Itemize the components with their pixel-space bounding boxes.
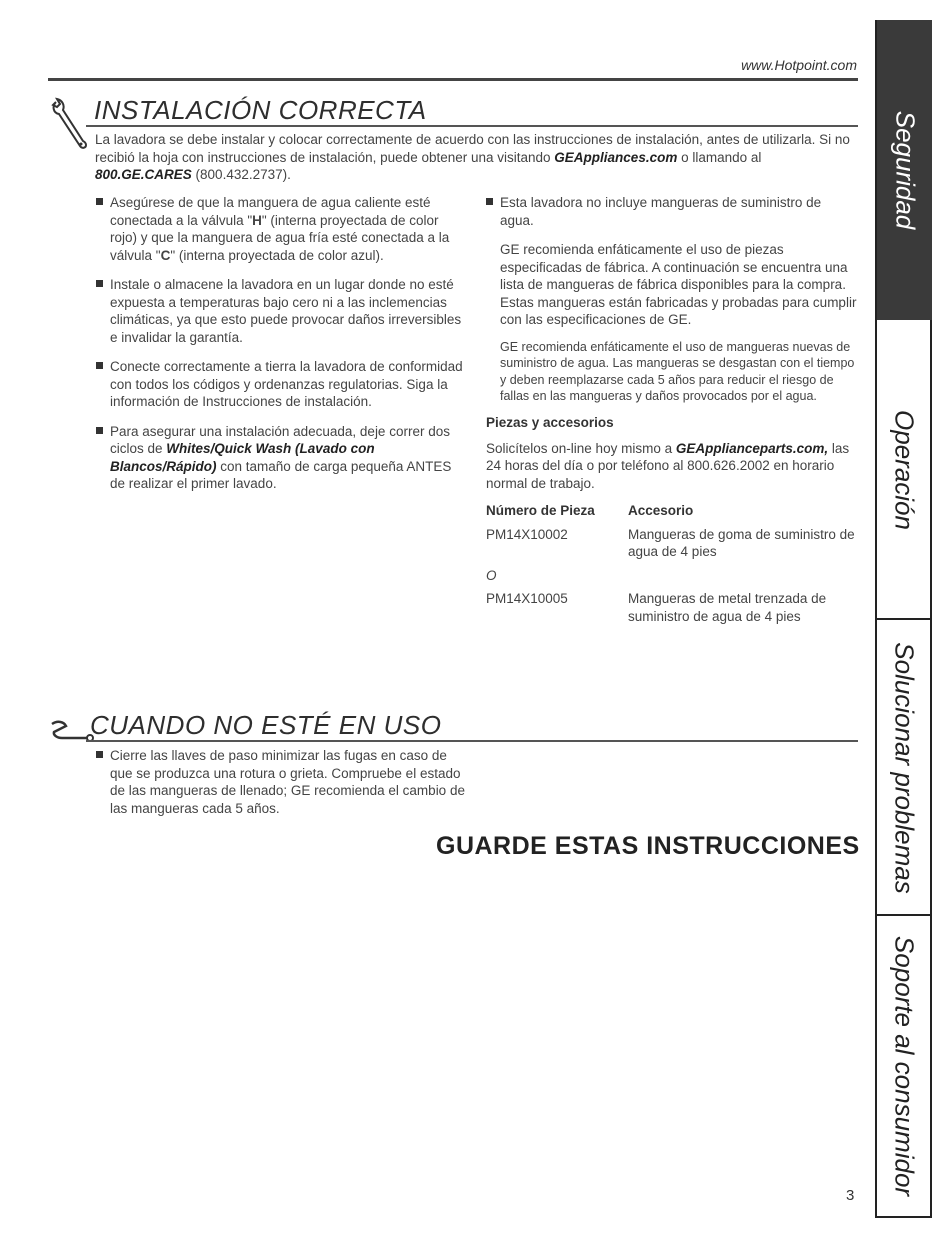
parts-table xyxy=(486,502,858,625)
parts-heading: Piezas y accesorios xyxy=(486,414,614,430)
list-item: Instale o almacene la lavadora en un lugar donde no esté expuesta a temperaturas bajo cero ni a las inclemencias climáticas, ya que esto puede provocar daños irreversibles e invalidar la garantía. xyxy=(96,276,468,346)
tab-soporte-al-consumidor[interactable] xyxy=(875,916,932,1218)
not-in-use-title: CUANDO NO ESTÉ EN USO xyxy=(90,710,442,740)
list-item: Asegúrese de que la manguera de agua caliente esté conectada a la válvula "H" (interna proyectada de color rojo) y que la manguera de agua fría esté conectada a la válvula "C" (interna proyectada de color azul). xyxy=(96,194,468,264)
table-cell-desc xyxy=(628,567,858,585)
list-item: Para asegurar una instalación adecuada, deje correr dos ciclos de Whites/Quick Wash (Lavado con Blancos/Rápido) con tamaño de carga pequeña ANTES de realizar el primer lavado. xyxy=(96,423,468,493)
tab-label: Soporte al consumidor xyxy=(889,935,919,1197)
tab-solucionar-problemas[interactable] xyxy=(875,620,932,916)
tab-label: Solucionar problemas xyxy=(889,642,919,894)
table-header-accessory: Accesorio xyxy=(628,503,694,518)
table-cell-part: O xyxy=(486,567,497,583)
not-in-use-content xyxy=(96,747,468,829)
save-instructions-heading: GUARDE ESTAS INSTRUCCIONES xyxy=(436,832,860,860)
installation-title-rule xyxy=(86,125,858,127)
header-rule xyxy=(48,78,858,81)
sidebar-tabs xyxy=(875,20,932,1218)
installation-intro: La lavadora se debe instalar y colocar correctamente de acuerdo con las instrucciones de instalación, antes de utilizarla. Si no recibió la hoja con instrucciones de instalación, puede obtener una visitando GEAppliances.com o llamando al 800.GE.CARES (800.432.2737). xyxy=(95,132,850,182)
table-cell-part: PM14X10002 xyxy=(486,526,568,542)
installation-right-column xyxy=(486,194,858,625)
table-cell-part: PM14X10005 xyxy=(486,591,568,606)
tab-seguridad[interactable] xyxy=(875,20,932,320)
parts-paragraph: Solicítelos on-line hoy mismo a GEApplianceparts.com, las 24 horas del día o por teléfono al 800.626.2002 en horario normal de trabajo. xyxy=(486,440,850,491)
not-in-use-title-rule xyxy=(86,740,858,742)
tab-label: Operación xyxy=(889,410,919,530)
faucet-icon xyxy=(48,718,94,748)
table-cell-desc: Mangueras de goma de suministro de agua de 4 pies xyxy=(628,526,855,559)
installation-left-column xyxy=(96,194,468,505)
factory-parts-paragraph: GE recomienda enfáticamente el uso de piezas especificadas de fábrica. A continuación se encuentra una lista de mangueras de fábrica disponibles para la compra. Estas mangueras están fabricadas y probadas para cumplir con las especificaciones de GE. xyxy=(500,242,857,327)
list-item: Conecte correctamente a tierra la lavadora de conformidad con todos los códigos y ordenanzas regulatorias. Siga la información de Instrucciones de instalación. xyxy=(96,358,468,411)
geappliances-link[interactable]: GEAppliances.com xyxy=(554,149,678,165)
phone-number: 800.GE.CARES xyxy=(95,167,192,182)
new-hoses-paragraph: GE recomienda enfáticamente el uso de mangueras nuevas de suministro de agua. Las mangueras se desgastan con el tiempo y deben reemplazarse cada 5 años para reducir el riesgo de fallas en las mangueras y daños provocados por el agua. xyxy=(500,339,855,403)
installation-title: INSTALACIÓN CORRECTA xyxy=(94,95,427,125)
table-cell-desc: Mangueras de metal trenzada de suministro de agua de 4 pies xyxy=(628,591,827,624)
tab-operacion[interactable] xyxy=(875,320,932,620)
wrench-icon xyxy=(50,96,90,158)
list-item: Esta lavadora no incluye mangueras de suministro de agua. xyxy=(486,194,858,229)
table-header-part: Número de Pieza xyxy=(486,503,595,518)
geapplianceparts-link[interactable]: GEApplianceparts.com, xyxy=(675,440,829,456)
tab-label: Seguridad xyxy=(890,110,920,230)
page-number: 3 xyxy=(846,1187,855,1204)
website-url: www.Hotpoint.com xyxy=(741,57,857,73)
list-item: Cierre las llaves de paso minimizar las fugas en caso de que se produzca una rotura o grieta. Compruebe el estado de las mangueras de llenado; GE recomienda el cambio de las mangueras cada 5 años. xyxy=(96,747,468,817)
